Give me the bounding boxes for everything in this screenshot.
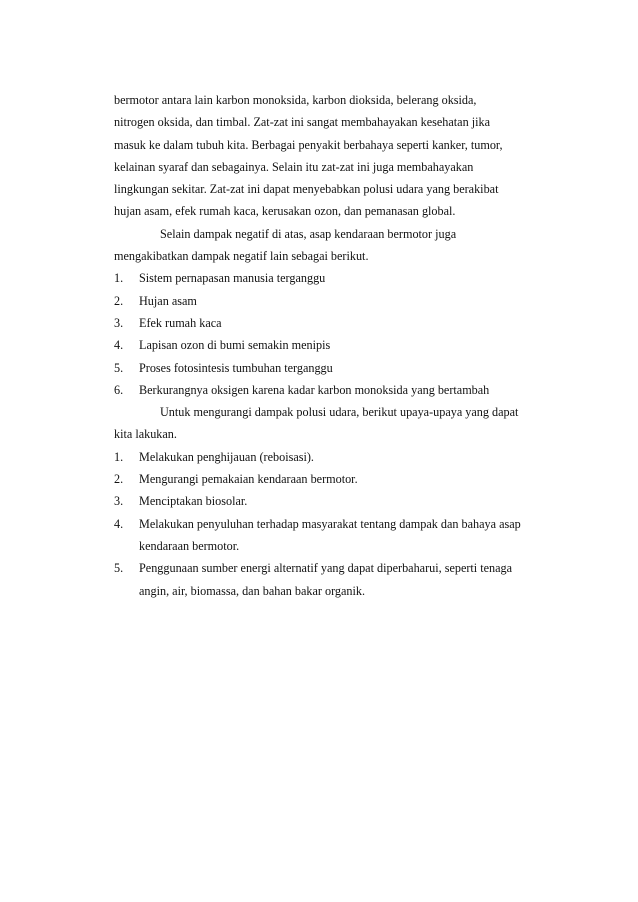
list-item (114, 468, 554, 490)
paragraph-line: lingkungan sekitar. Zat-zat ini dapat menyebabkan polusi udara yang berakibat (114, 182, 499, 197)
list-item (114, 290, 554, 312)
body-text (114, 89, 554, 602)
list-item (114, 357, 554, 379)
paragraph-line: nitrogen oksida, dan timbal. Zat-zat ini sangat membahayakan kesehatan jika (114, 115, 490, 130)
list-item (114, 490, 554, 512)
list-item (114, 513, 554, 535)
paragraph-line: masuk ke dalam tubuh kita. Berbagai penyakit berbahaya seperti kanker, tumor, (114, 137, 503, 152)
list-number: 5. (114, 360, 124, 375)
list-item-text: Mengurangi pemakaian kendaraan bermotor. (139, 472, 358, 487)
list-number: 4. (114, 516, 124, 531)
list-number: 1. (114, 449, 124, 464)
list-number: 2. (114, 293, 124, 308)
impacts-list (114, 267, 554, 401)
list-item-text: Menciptakan biosolar. (139, 494, 248, 509)
paragraph-line: mengakibatkan dampak negatif lain sebagai berikut. (114, 249, 369, 264)
list-number: 4. (114, 338, 124, 353)
list-item-text: Proses fotosintesis tumbuhan terganggu (139, 360, 333, 375)
paragraph-line: hujan asam, efek rumah kaca, kerusakan ozon, dan pemanasan global. (114, 204, 456, 219)
paragraph-line: bermotor antara lain karbon monoksida, karbon dioksida, belerang oksida, (114, 93, 477, 107)
paragraph-line: kita lakukan. (114, 427, 177, 442)
paragraph-negative-impacts (114, 223, 554, 268)
list-number: 2. (114, 472, 124, 487)
list-item-text: Sistem pernapasan manusia terganggu (139, 271, 326, 286)
list-item-text: Lapisan ozon di bumi semakin menipis (139, 338, 331, 353)
list-number: 6. (114, 382, 124, 397)
list-number: 5. (114, 561, 124, 576)
list-item (114, 267, 554, 289)
list-item-text: Hujan asam (139, 293, 197, 308)
paragraph-emissions (114, 89, 554, 223)
list-item-text: Melakukan penghijauan (reboisasi). (139, 449, 314, 464)
list-item (114, 379, 554, 401)
list-item (114, 446, 554, 468)
list-item-text: Berkurangnya oksigen karena kadar karbon monoksida yang bertambah (139, 382, 490, 397)
list-item-text: Melakukan penyuluhan terhadap masyarakat tentang dampak dan bahaya asap (139, 516, 521, 531)
list-item-text: Efek rumah kaca (139, 315, 222, 330)
list-item-continuation: angin, air, biomassa, dan bahan bakar organik. (139, 583, 366, 598)
paragraph-mitigation (114, 401, 554, 446)
list-item (114, 557, 554, 579)
list-number: 3. (114, 315, 124, 330)
list-item-text: Penggunaan sumber energi alternatif yang dapat diperbaharui, seperti tenaga (139, 561, 513, 576)
paragraph-line: Selain dampak negatif di atas, asap kendaraan bermotor juga (160, 226, 457, 241)
list-number: 1. (114, 271, 124, 286)
paragraph-line: kelainan syaraf dan sebagainya. Selain itu zat-zat ini juga membahayakan (114, 159, 474, 174)
list-item (114, 334, 554, 356)
list-item (114, 312, 554, 334)
paragraph-line: Untuk mengurangi dampak polusi udara, berikut upaya-upaya yang dapat (160, 405, 519, 420)
mitigation-list (114, 446, 554, 602)
list-number: 3. (114, 494, 124, 509)
list-item-continuation: kendaraan bermotor. (139, 538, 240, 553)
